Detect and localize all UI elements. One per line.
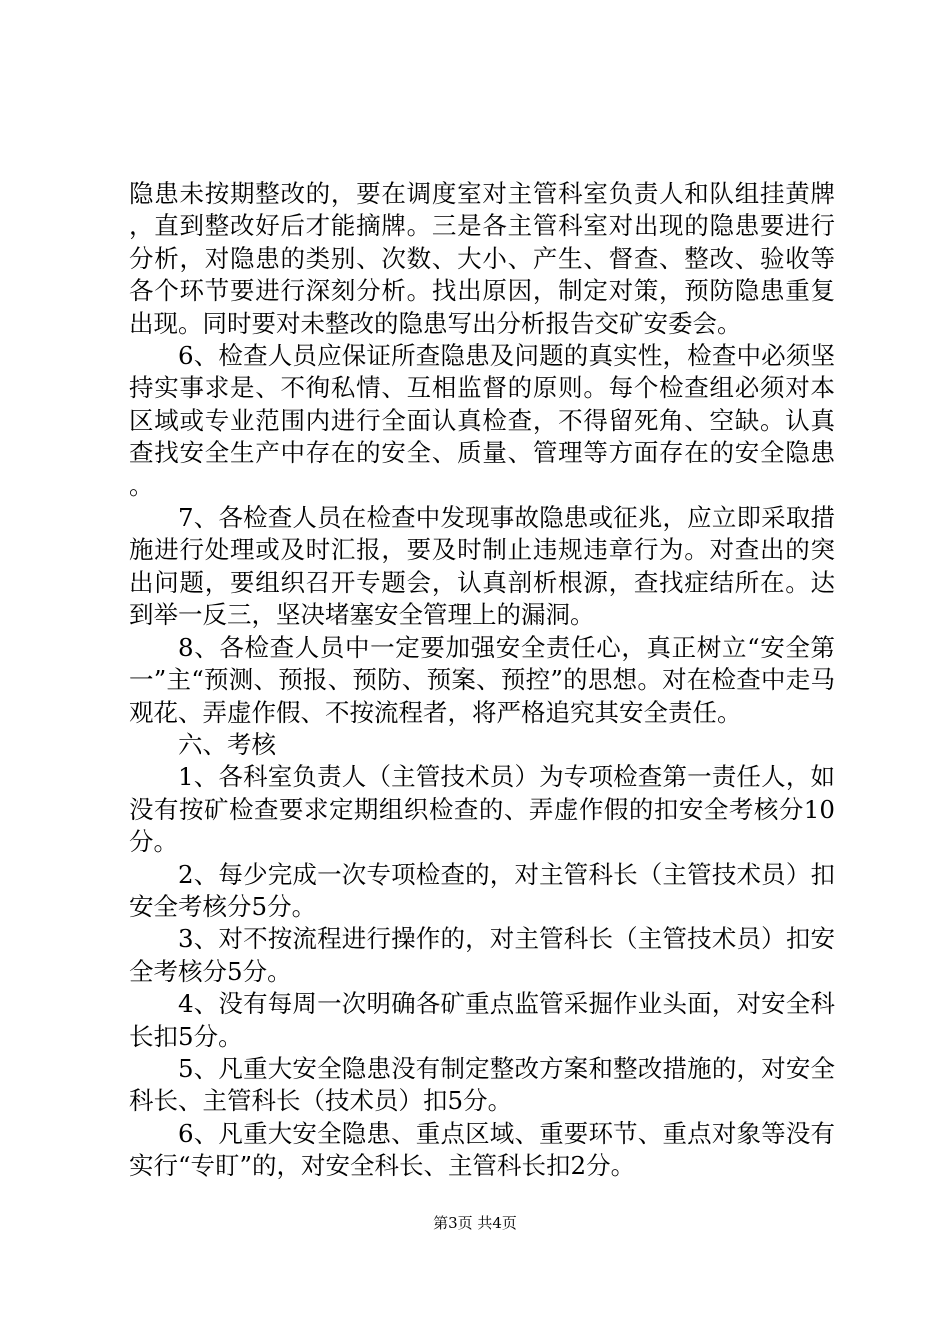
assessment-item-4: 4、没有每周一次明确各矿重点监管采掘作业头面，对安全科长扣5分。 [129,989,835,1051]
document-body [129,178,835,1183]
section-heading-assessment: 六、考核 [178,729,276,759]
page-number: 第3页 共4页 [433,1214,517,1232]
assessment-item-2: 2、每少完成一次专项检查的，对主管科长（主管技术员）扣安全考核分5分。 [129,859,835,921]
paragraph-item-7: 7、各检查人员在检查中发现事故隐患或征兆，应立即采取措施进行处理或及时汇报，要及时制止违规违章行为。对查出的突出问题，要组织召开专题会，认真剖析根源，查找症结所在。达到举一反三，坚决堵塞安全管理上的漏洞。 [129,503,835,630]
paragraph-item-8: 8、各检查人员中一定要加强安全责任心，真正树立“安全第一”主“预测、预报、预防、预案、预控”的思想。对在检查中走马观花、弄虚作假、不按流程者，将严格追究其安全责任。 [129,632,835,727]
assessment-item-6: 6、凡重大安全隐患、重点区域、重要环节、重点对象等没有实行“专盯”的，对安全科长、主管科长扣2分。 [129,1118,835,1181]
assessment-item-5: 5、凡重大安全隐患没有制定整改方案和整改措施的，对安全科长、主管科长（技术员）扣5分。 [129,1053,835,1116]
paragraph-item-6: 6、检查人员应保证所查隐患及问题的真实性，检查中必须坚持实事求是、不徇私情、互相监督的原则。每个检查组必须对本区域或专业范围内进行全面认真检查，不得留死角、空缺。认真查找安全生产中存在的安全、质量、管理等方面存在的安全隐患。 [129,341,835,500]
assessment-item-3: 3、对不按流程进行操作的，对主管科长（主管技术员）扣安全考核分5分。 [129,924,835,986]
paragraph-continuation: 隐患未按期整改的，要在调度室对主管科室负责人和队组挂黄牌，直到整改好后才能摘牌。三是各主管科室对出现的隐患要进行分析，对隐患的类别、次数、大小、产生、督查、整改、验收等各个环节要进行深刻分析。找出原因，制定对策，预防隐患重复出现。同时要对未整改的隐患写出分析报告交矿安委会。 [129,179,835,338]
page-footer [0,1213,950,1233]
assessment-item-1: 1、各科室负责人（主管技术员）为专项检查第一责任人，如没有按矿检查要求定期组织检查的、弄虚作假的扣安全考核分10分。 [129,762,835,857]
